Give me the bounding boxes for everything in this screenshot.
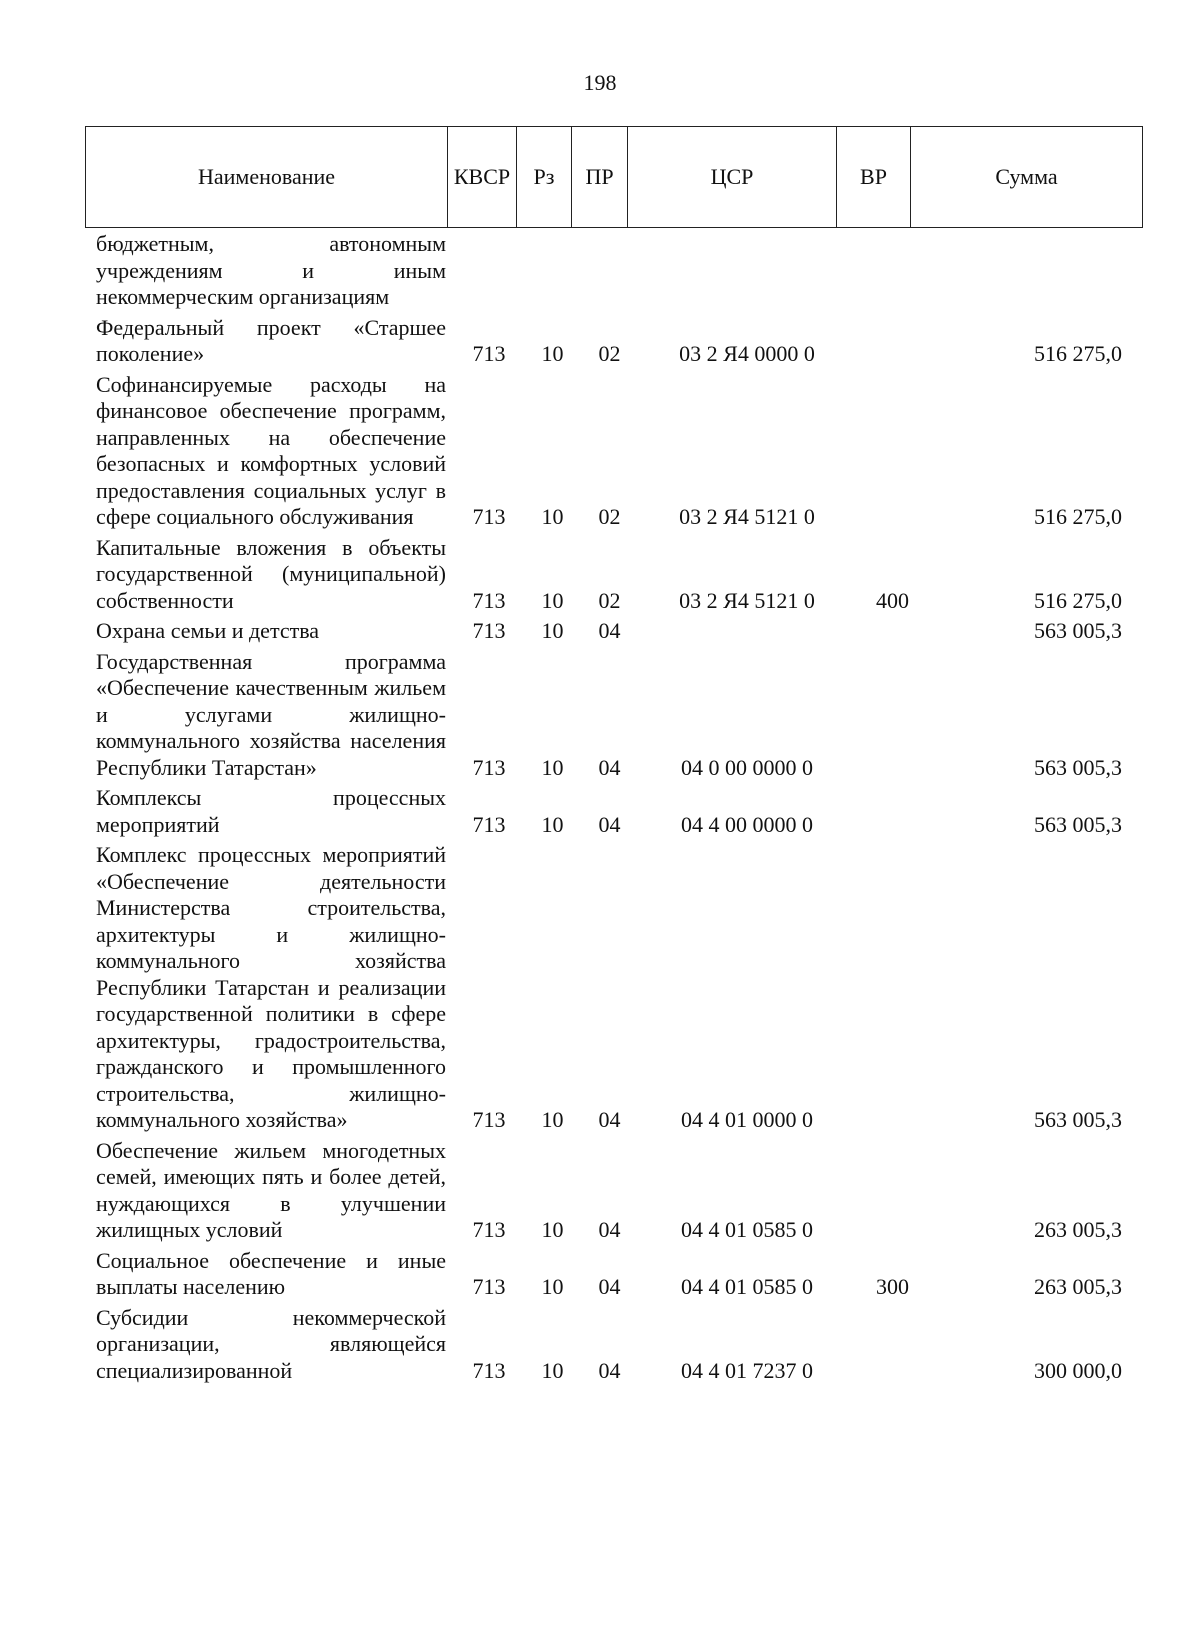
row-rz: 10 — [541, 754, 564, 780]
row-sum: 563 005,3 — [1034, 618, 1122, 643]
table-row — [85, 535, 1142, 615]
table-row — [85, 315, 1142, 368]
row-rz: 10 — [541, 1357, 564, 1383]
row-pr: 04 — [598, 1274, 621, 1299]
row-name: Федеральный проект «Старшее поколение» — [96, 314, 446, 366]
table-row — [85, 649, 1142, 782]
row-sum: 263 005,3 — [1034, 1274, 1122, 1299]
row-name: Капитальные вложения в объекты государственной (муниципальной) собственности — [96, 534, 446, 613]
row-sum: 516 275,0 — [1034, 504, 1122, 529]
table-body — [85, 231, 1142, 1388]
row-kvsr: 713 — [472, 1357, 506, 1383]
row-name: Охрана семьи и детства — [96, 618, 320, 643]
row-csr: 04 4 01 7237 0 — [681, 1357, 813, 1383]
row-kvsr: 713 — [472, 341, 506, 366]
header-vr: ВР — [837, 127, 911, 228]
row-csr: 04 4 01 0000 0 — [681, 1107, 813, 1132]
row-csr: 04 4 00 0000 0 — [681, 811, 813, 837]
row-rz: 10 — [541, 504, 564, 529]
row-sum: 300 000,0 — [1034, 1357, 1122, 1383]
row-rz: 10 — [541, 1107, 564, 1132]
row-rz: 10 — [541, 618, 564, 643]
row-kvsr: 713 — [472, 811, 506, 837]
row-name: Обеспечение жильем многодетных семей, имеющих пять и более детей, нуждающихся в улучшении жилищных условий — [96, 1137, 446, 1242]
row-sum: 563 005,3 — [1034, 811, 1122, 837]
table-row — [85, 372, 1142, 531]
row-sum: 263 005,3 — [1034, 1217, 1122, 1242]
table-row — [85, 842, 1142, 1134]
row-kvsr: 713 — [472, 504, 506, 529]
header-rz: Рз — [517, 127, 572, 228]
row-pr: 04 — [598, 1357, 621, 1383]
row-pr: 04 — [598, 1107, 621, 1132]
row-name: Субсидии некоммерческой организации, являющейся специализированной — [96, 1304, 446, 1383]
row-pr: 04 — [598, 811, 621, 837]
table-row — [85, 1305, 1142, 1385]
row-pr: 04 — [598, 618, 621, 643]
header-sum: Сумма — [911, 127, 1143, 228]
row-csr: 04 4 01 0585 0 — [681, 1217, 813, 1242]
row-name: Комплексы процессных мероприятий — [96, 785, 446, 837]
row-rz: 10 — [541, 587, 564, 613]
row-name: Государственная программа «Обеспечение качественным жильем и услугами жилищно-коммунального хозяйства населения Республики Татарстан» — [96, 648, 446, 780]
row-rz: 10 — [541, 811, 564, 837]
header-pr: ПР — [572, 127, 628, 228]
row-pr: 02 — [598, 341, 621, 366]
header-name: Наименование — [86, 127, 448, 228]
row-csr: 04 4 01 0585 0 — [681, 1274, 813, 1299]
table-row — [85, 1248, 1142, 1301]
row-kvsr: 713 — [472, 754, 506, 780]
row-rz: 10 — [541, 1274, 564, 1299]
row-rz: 10 — [541, 1217, 564, 1242]
row-pr: 04 — [598, 754, 621, 780]
row-sum: 516 275,0 — [1034, 587, 1122, 613]
row-sum: 516 275,0 — [1034, 341, 1122, 366]
row-csr: 04 0 00 0000 0 — [681, 754, 813, 780]
row-pr: 02 — [598, 587, 621, 613]
row-name: Комплекс процессных мероприятий «Обеспечение деятельности Министерства строительства, архитектуры и жилищно-коммунального хозяйства Республики Татарстан и реализации государственной политики в сфере архитектуры, градостроительства, гражданского и промышленного строительства, жилищно-коммунального хозяйства» — [96, 842, 446, 1132]
table-header — [85, 126, 1143, 228]
row-name: Социальное обеспечение и иные выплаты населению — [96, 1247, 446, 1299]
table-row — [85, 1138, 1142, 1244]
row-csr: 03 2 Я4 5121 0 — [679, 504, 815, 529]
table-row — [85, 618, 1142, 645]
row-kvsr: 713 — [472, 1274, 506, 1299]
page-number: 198 — [583, 70, 617, 95]
row-kvsr: 713 — [472, 1217, 506, 1242]
row-csr: 03 2 Я4 0000 0 — [679, 341, 815, 366]
row-kvsr: 713 — [472, 1107, 506, 1132]
header-kvsr: КВСР — [448, 127, 517, 228]
row-vr: 300 — [876, 1274, 909, 1299]
row-name: бюджетным, автономным учреждениям и иным некоммерческим организациям — [96, 231, 446, 309]
row-pr: 02 — [598, 504, 621, 529]
header-csr: ЦСР — [628, 127, 837, 228]
row-sum: 563 005,3 — [1034, 1107, 1122, 1132]
row-rz: 10 — [541, 341, 564, 366]
row-kvsr: 713 — [472, 618, 506, 643]
row-sum: 563 005,3 — [1034, 754, 1122, 780]
row-pr: 04 — [598, 1217, 621, 1242]
row-kvsr: 713 — [472, 587, 506, 613]
row-vr: 400 — [876, 587, 909, 613]
row-name: Софинансируемые расходы на финансовое обеспечение программ, направленных на обеспечение безопасных и комфортных условий предоставления социальных услуг в сфере социального обслуживания — [96, 371, 446, 529]
table-row — [85, 231, 1142, 311]
table-row — [85, 785, 1142, 838]
row-csr: 03 2 Я4 5121 0 — [679, 587, 815, 613]
